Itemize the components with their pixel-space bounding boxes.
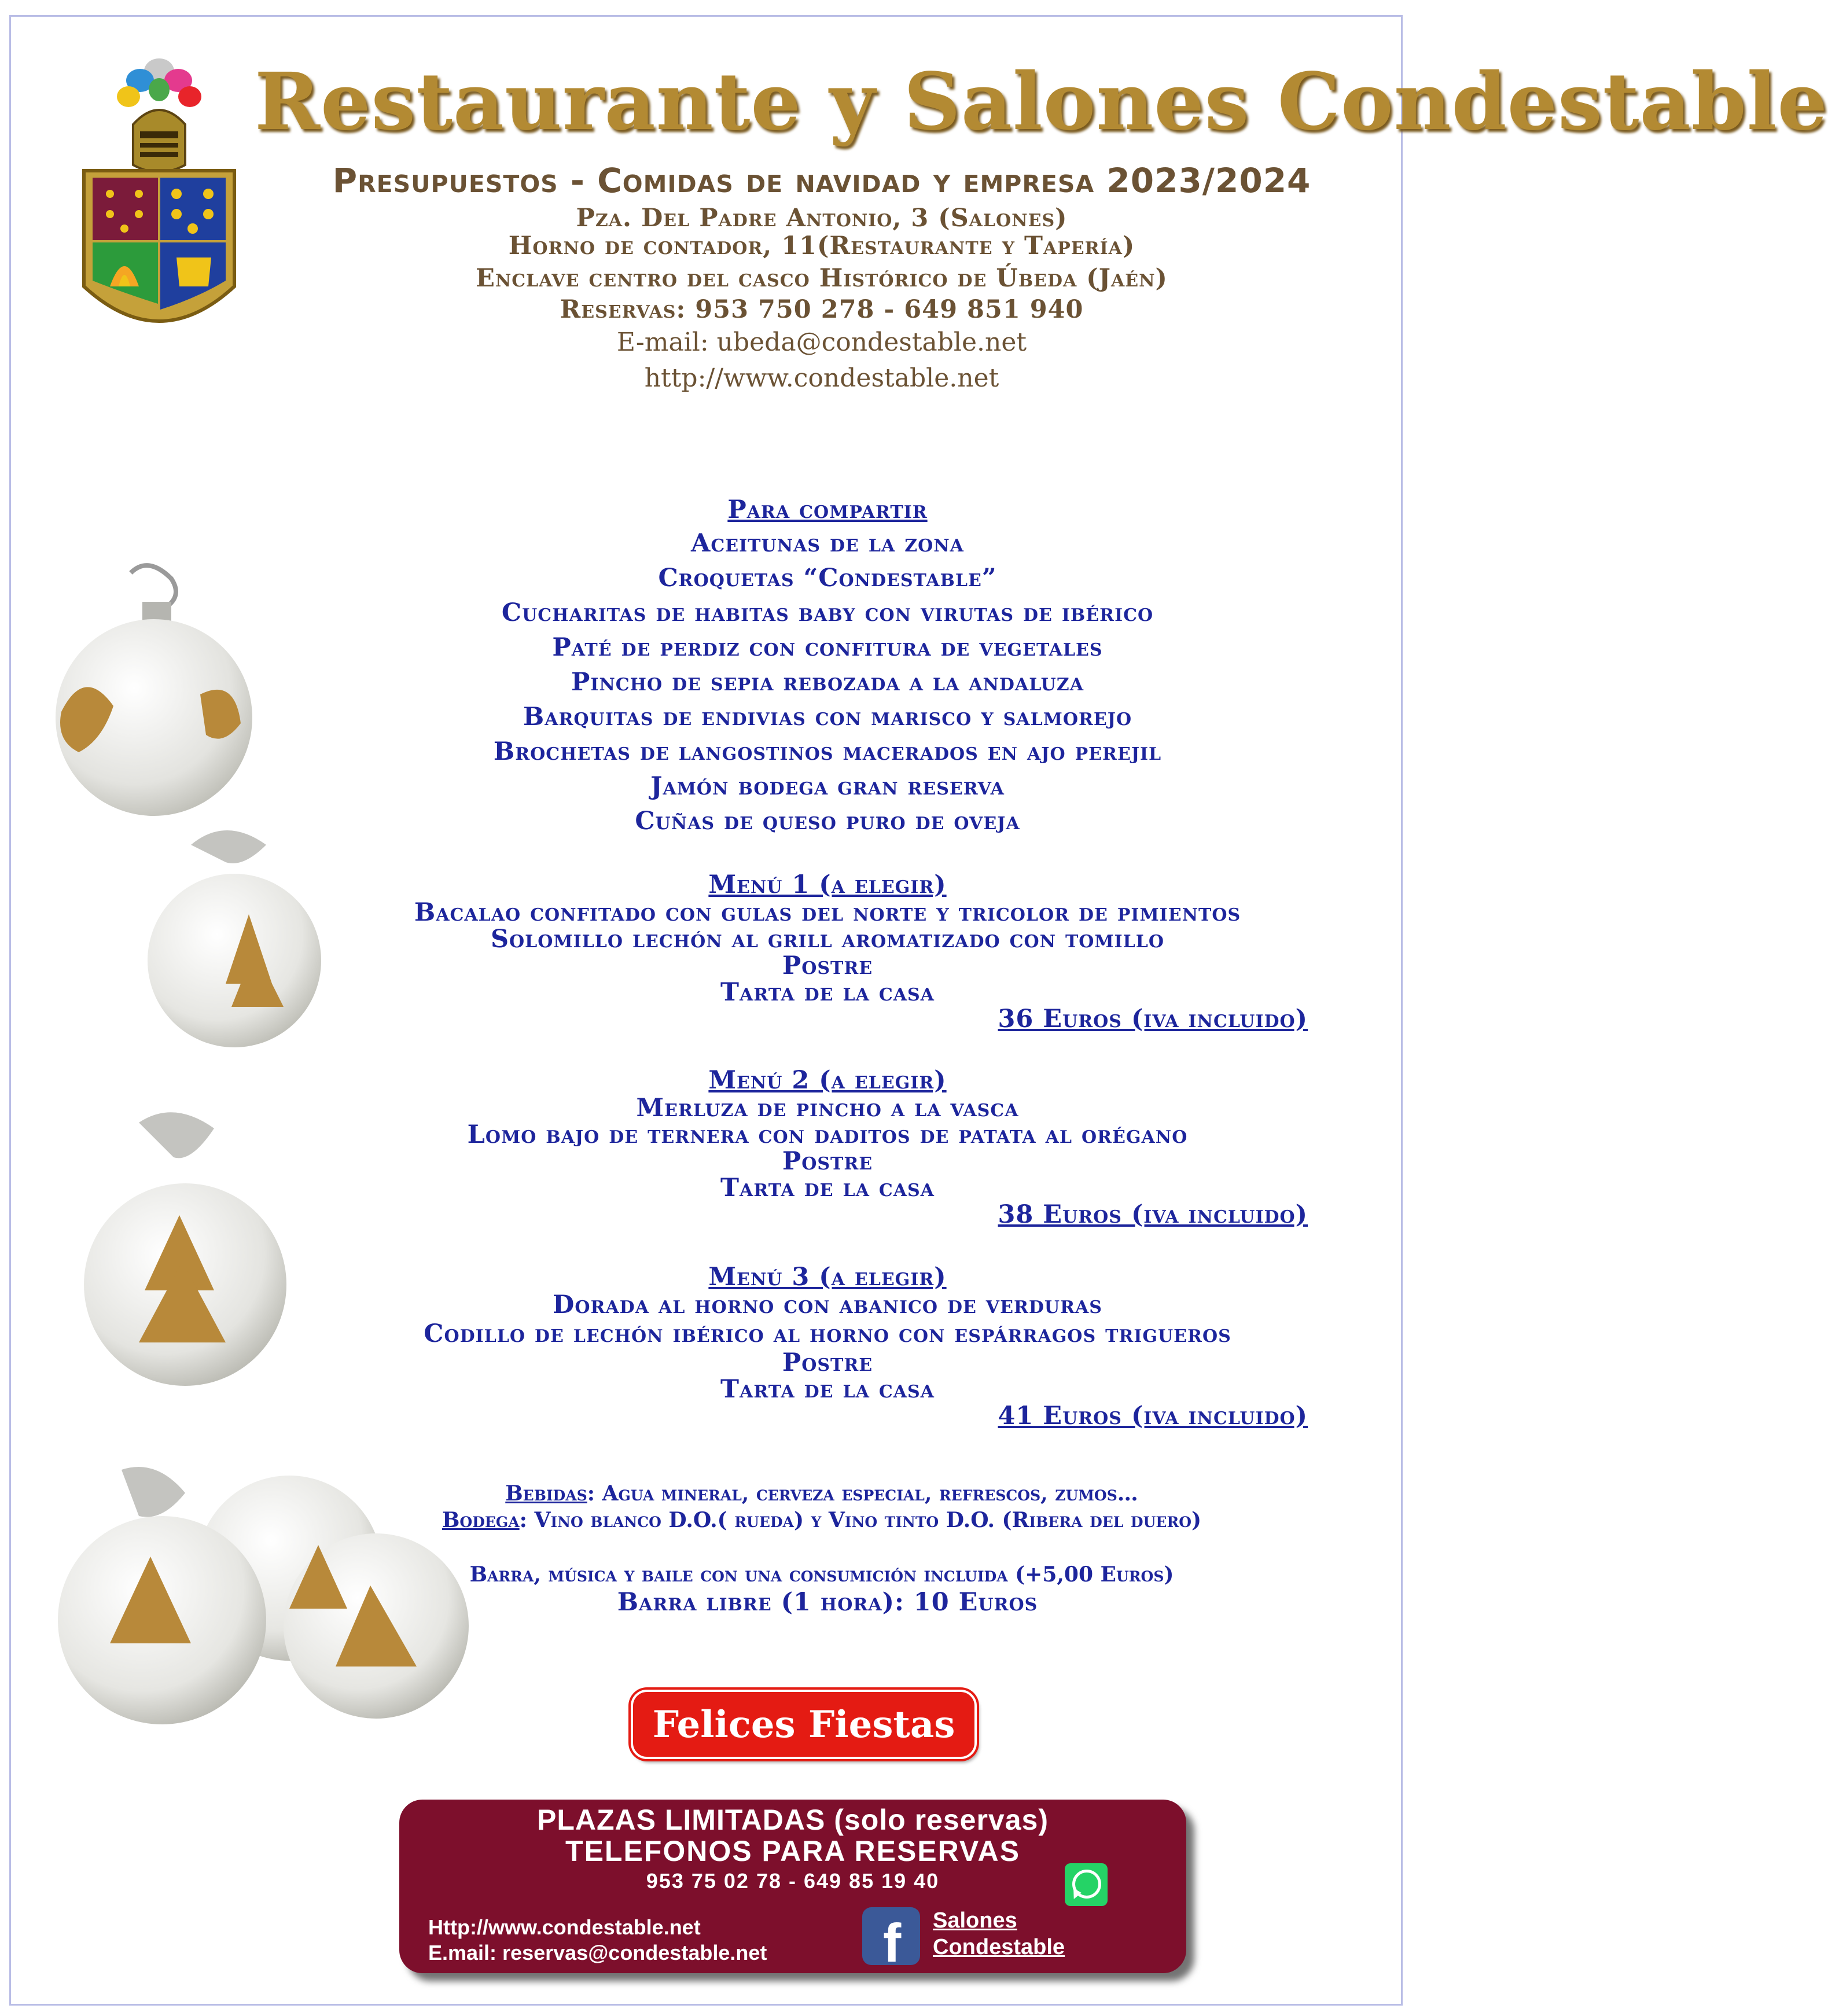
- address-restaurante: Horno de contador, 11(Restaurante y Tapería): [508, 231, 1135, 260]
- compartir-heading: Para compartir: [727, 495, 928, 524]
- menu-2-price: 38 Euros (iva incluido): [998, 1200, 1308, 1229]
- bebidas-label: Bebidas: [505, 1481, 587, 1506]
- compartir-item: Brochetas de langostinos macerados en ajo perejil: [493, 737, 1162, 766]
- compartir-item: Cucharitas de habitas baby con virutas de ibérico: [501, 598, 1154, 627]
- restaurant-title: Restaurante y Salones Condestable: [255, 56, 1828, 148]
- facebook-icon[interactable]: f: [862, 1907, 920, 1965]
- banner-email[interactable]: E.mail: reservas@condestable.net: [428, 1941, 767, 1965]
- menu-2-heading: Menú 2 (a elegir): [708, 1066, 947, 1095]
- facebook-link-line2[interactable]: Condestable: [933, 1935, 1065, 1959]
- christmas-ornaments-group: [46, 1458, 486, 1736]
- menu-3-item: Tarta de la casa: [720, 1375, 935, 1404]
- bodega-text: : Vino blanco D.O.( rueda) y Vino tinto D.O. (Ribera del duero): [519, 1508, 1202, 1532]
- christmas-ornament-1: [50, 555, 258, 827]
- facebook-link-line1[interactable]: Salones: [933, 1908, 1017, 1933]
- menu-2-item: Postre: [782, 1147, 873, 1176]
- menu-2-item: Tarta de la casa: [720, 1173, 935, 1202]
- menu-1-heading: Menú 1 (a elegir): [708, 870, 947, 899]
- menu-1-item: Solomillo lechón al grill aromatizado con tomillo: [491, 925, 1164, 954]
- reservations-banner: [399, 1800, 1186, 1973]
- banner-plazas-limitadas: PLAZAS LIMITADAS (solo reservas): [536, 1804, 1049, 1836]
- menu-3-item: Dorada al horno con abanico de verduras: [553, 1290, 1102, 1319]
- christmas-ornament-2: [139, 810, 330, 1053]
- bebidas-text: : Agua mineral, cerveza especial, refrescos, zumos…: [587, 1481, 1138, 1506]
- menu-1-price: 36 Euros (iva incluido): [998, 1005, 1308, 1033]
- banner-phones[interactable]: 953 75 02 78 - 649 85 19 40: [646, 1869, 940, 1893]
- menu-3-item: Codillo de lechón ibérico al horno con espárragos trigueros: [424, 1319, 1231, 1348]
- email-address[interactable]: E-mail: ubeda@condestable.net: [616, 328, 1027, 357]
- whatsapp-icon[interactable]: [1065, 1863, 1108, 1906]
- menu-1-item: Postre: [782, 951, 873, 980]
- menu-3-heading: Menú 3 (a elegir): [708, 1263, 947, 1292]
- felices-fiestas-badge: Felices Fiestas: [631, 1690, 977, 1759]
- website-link[interactable]: http://www.condestable.net: [644, 363, 999, 393]
- address-enclave: Enclave centro del casco Histórico de Úbeda (Jaén): [476, 264, 1168, 293]
- compartir-item: Aceitunas de la zona: [691, 529, 964, 558]
- compartir-item: Cuñas de queso puro de oveja: [635, 807, 1020, 836]
- menu-2-item: Merluza de pincho a la vasca: [636, 1094, 1019, 1123]
- compartir-item: Jamón bodega gran reserva: [650, 772, 1005, 801]
- menu-1-item: Bacalao confitado con gulas del norte y tricolor de pimientos: [414, 898, 1241, 927]
- reservations-phones: Reservas: 953 750 278 - 649 851 940: [560, 295, 1084, 324]
- budget-subtitle: Presupuestos - Comidas de navidad y empresa 2023/2024: [332, 161, 1311, 200]
- banner-website[interactable]: Http://www.condestable.net: [428, 1915, 701, 1939]
- menu-1-item: Tarta de la casa: [720, 978, 935, 1007]
- barra-line: Barra, música y baile con una consumición incluida (+5,00 Euros): [469, 1562, 1174, 1587]
- menu-3-item: Postre: [782, 1348, 873, 1377]
- compartir-item: Barquitas de endivias con marisco y salmorejo: [523, 702, 1132, 731]
- bodega-label: Bodega: [442, 1508, 520, 1532]
- compartir-item: Paté de perdiz con confitura de vegetales: [552, 633, 1103, 662]
- barra-libre-line: Barra libre (1 hora): 10 Euros: [617, 1588, 1038, 1617]
- menu-3-price: 41 Euros (iva incluido): [998, 1401, 1308, 1430]
- christmas-ornament-3: [81, 1099, 289, 1400]
- menu-2-item: Lomo bajo de ternera con daditos de patata al orégano: [467, 1120, 1188, 1149]
- address-salones: Pza. Del Padre Antonio, 3 (Salones): [576, 204, 1068, 233]
- banner-telefonos-heading: TELEFONOS PARA RESERVAS: [565, 1835, 1020, 1867]
- compartir-item: Pincho de sepia rebozada a la andaluza: [571, 668, 1084, 697]
- crest-logo: [75, 55, 243, 350]
- compartir-item: Croquetas “Condestable”: [658, 564, 997, 593]
